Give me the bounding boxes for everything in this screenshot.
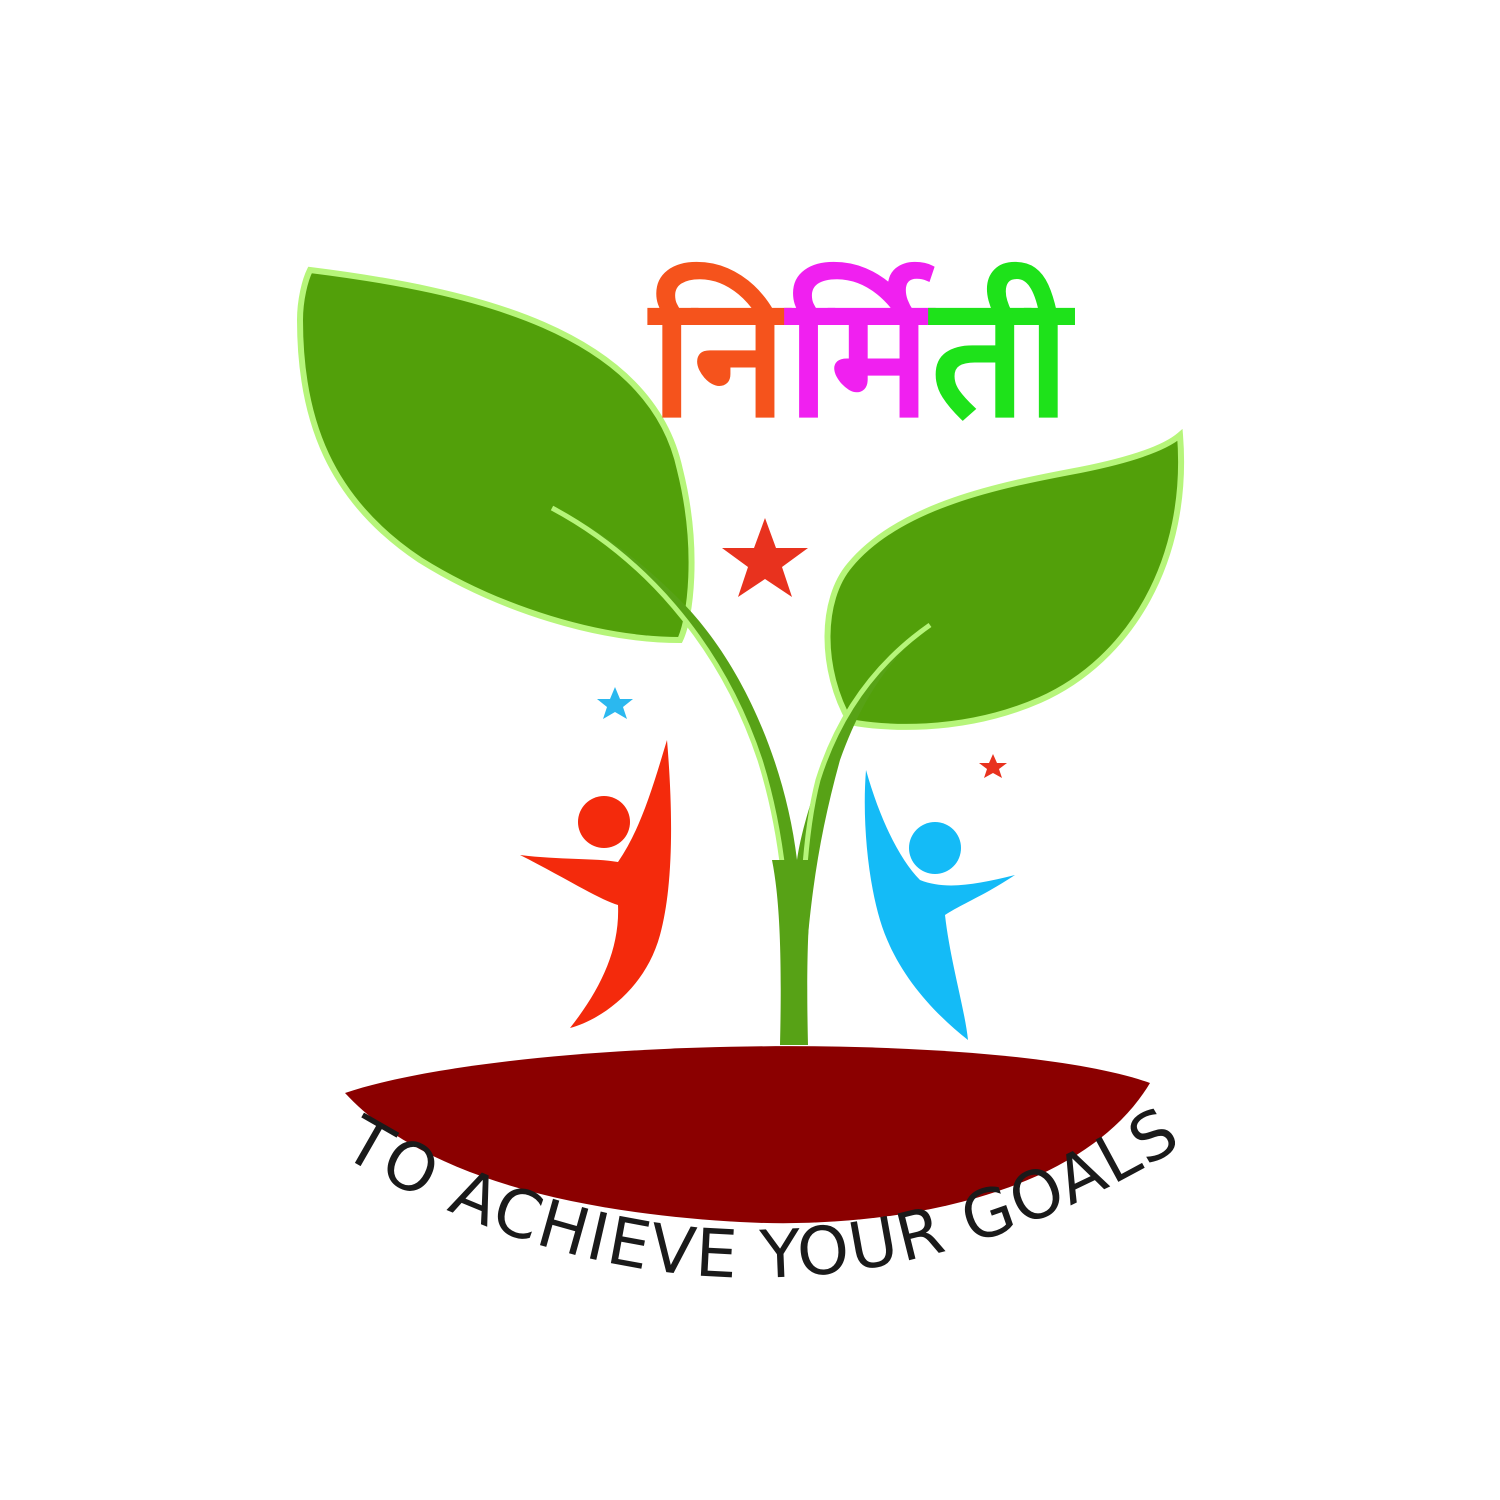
left-figure-person-icon [520, 740, 671, 1028]
brand-name-segment-3: ती [930, 259, 1071, 455]
brand-name-segment-2: र्मि [786, 259, 931, 455]
small-blue-star-icon [597, 687, 633, 719]
left-leaf-icon [300, 270, 692, 640]
brand-name-segment-1: नि [650, 259, 787, 455]
brand-name [647, 259, 1076, 455]
right-figure-person-icon [865, 770, 1015, 1040]
tagline-text: TO ACHIEVE YOUR GOALS [332, 1091, 1193, 1294]
stem-trunk [772, 860, 816, 1045]
right-leaf-icon [828, 435, 1182, 727]
large-red-star-icon [722, 518, 808, 597]
small-red-star-icon [979, 754, 1007, 778]
